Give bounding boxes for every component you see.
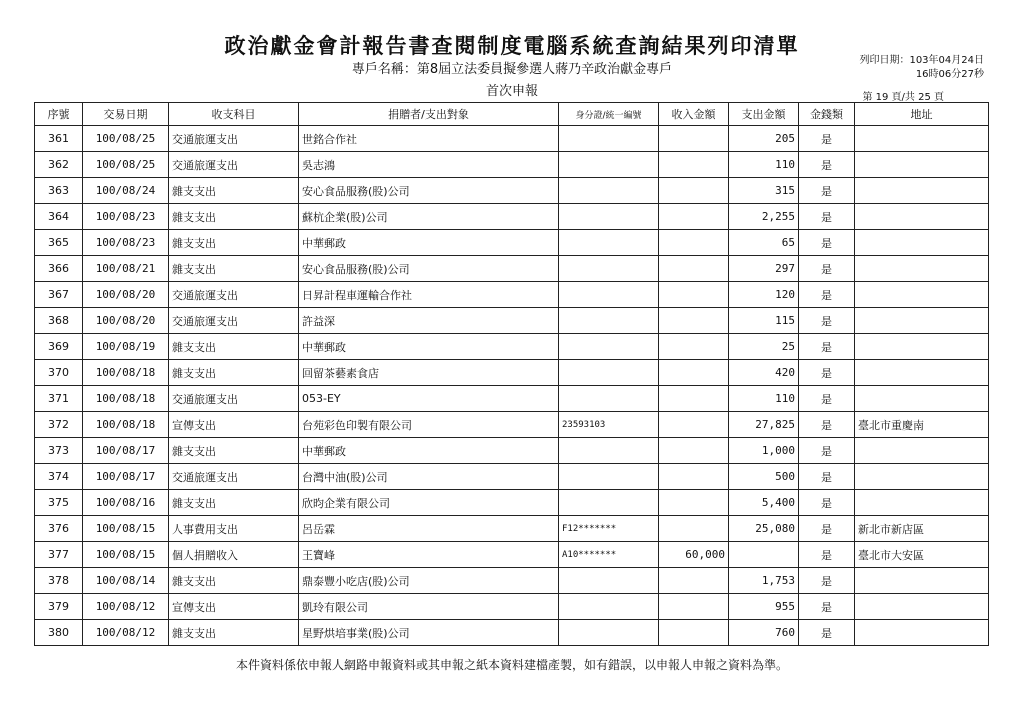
row-payee: 星野烘培事業(股)公司	[299, 620, 559, 646]
row-income	[659, 282, 729, 308]
row-category: 交通旅運支出	[169, 308, 299, 334]
row-no: 380	[35, 620, 83, 646]
row-address	[855, 594, 989, 620]
row-payee: 中華郵政	[299, 230, 559, 256]
table-row	[35, 464, 989, 490]
row-cash: 是	[799, 490, 855, 516]
row-category: 雜支支出	[169, 230, 299, 256]
row-cash: 是	[799, 360, 855, 386]
row-payee: 053-EY	[299, 386, 559, 412]
row-expense: 120	[729, 282, 799, 308]
row-date: 100/08/17	[83, 438, 169, 464]
table-header-row	[35, 103, 989, 126]
row-id	[559, 386, 659, 412]
row-date: 100/08/16	[83, 490, 169, 516]
row-cash: 是	[799, 282, 855, 308]
row-date: 100/08/21	[83, 256, 169, 282]
table-row	[35, 256, 989, 282]
table-row	[35, 620, 989, 646]
table-row	[35, 204, 989, 230]
row-address	[855, 490, 989, 516]
row-no: 372	[35, 412, 83, 438]
row-no: 363	[35, 178, 83, 204]
row-cash: 是	[799, 412, 855, 438]
row-no: 378	[35, 568, 83, 594]
row-cash: 是	[799, 542, 855, 568]
row-id	[559, 230, 659, 256]
row-address	[855, 282, 989, 308]
row-date: 100/08/18	[83, 386, 169, 412]
row-category: 交通旅運支出	[169, 464, 299, 490]
row-income	[659, 230, 729, 256]
row-address	[855, 568, 989, 594]
row-payee: 吳志鴻	[299, 152, 559, 178]
row-date: 100/08/17	[83, 464, 169, 490]
row-id	[559, 620, 659, 646]
row-cash: 是	[799, 152, 855, 178]
row-expense: 110	[729, 386, 799, 412]
row-income	[659, 568, 729, 594]
row-id	[559, 126, 659, 152]
row-no: 376	[35, 516, 83, 542]
row-date: 100/08/25	[83, 126, 169, 152]
row-id	[559, 178, 659, 204]
footer-note: 本件資料係依申報人網路申報資料或其申報之紙本資料建檔產製，如有錯誤，以申報人申報之資料為準。	[235, 658, 788, 672]
row-expense: 205	[729, 126, 799, 152]
row-income	[659, 360, 729, 386]
row-no: 379	[35, 594, 83, 620]
row-date: 100/08/14	[83, 568, 169, 594]
col-header-payee: 捐贈者/支出對象	[299, 103, 559, 126]
row-expense: 27,825	[729, 412, 799, 438]
row-date: 100/08/25	[83, 152, 169, 178]
row-date: 100/08/23	[83, 230, 169, 256]
row-category: 雜支支出	[169, 204, 299, 230]
row-id	[559, 438, 659, 464]
row-payee: 回留茶藝素食店	[299, 360, 559, 386]
row-income	[659, 490, 729, 516]
row-income	[659, 438, 729, 464]
row-income	[659, 412, 729, 438]
table-row	[35, 412, 989, 438]
row-date: 100/08/15	[83, 542, 169, 568]
row-id: F12*******	[559, 516, 659, 542]
row-no: 361	[35, 126, 83, 152]
row-id	[559, 568, 659, 594]
row-address	[855, 204, 989, 230]
table-row	[35, 334, 989, 360]
table-row	[35, 360, 989, 386]
row-address	[855, 334, 989, 360]
row-id	[559, 490, 659, 516]
row-cash: 是	[799, 256, 855, 282]
print-date: 列印日期：103年04月24日	[859, 55, 984, 66]
row-address	[855, 152, 989, 178]
row-category: 雜支支出	[169, 490, 299, 516]
col-header-id: 身分證/統一編號	[559, 103, 659, 126]
row-income: 60,000	[659, 542, 729, 568]
row-income	[659, 334, 729, 360]
row-no: 373	[35, 438, 83, 464]
row-category: 雜支支出	[169, 568, 299, 594]
row-address	[855, 464, 989, 490]
row-payee: 台苑彩色印製有限公司	[299, 412, 559, 438]
row-date: 100/08/23	[83, 204, 169, 230]
row-expense: 420	[729, 360, 799, 386]
row-no: 367	[35, 282, 83, 308]
row-id	[559, 282, 659, 308]
row-expense: 955	[729, 594, 799, 620]
row-payee: 許益深	[299, 308, 559, 334]
row-income	[659, 594, 729, 620]
row-payee: 蘇杭企業(股)公司	[299, 204, 559, 230]
row-expense: 2,255	[729, 204, 799, 230]
row-no: 375	[35, 490, 83, 516]
row-income	[659, 464, 729, 490]
ledger-table	[34, 102, 989, 646]
page-info: 第 19 頁/共 25 頁	[862, 92, 944, 103]
row-id	[559, 204, 659, 230]
row-date: 100/08/12	[83, 594, 169, 620]
table-row	[35, 516, 989, 542]
row-no: 369	[35, 334, 83, 360]
row-expense: 110	[729, 152, 799, 178]
row-income	[659, 152, 729, 178]
row-address	[855, 256, 989, 282]
row-date: 100/08/12	[83, 620, 169, 646]
row-address	[855, 308, 989, 334]
row-no: 362	[35, 152, 83, 178]
row-no: 374	[35, 464, 83, 490]
row-cash: 是	[799, 568, 855, 594]
row-payee: 世銘合作社	[299, 126, 559, 152]
col-header-no: 序號	[35, 103, 83, 126]
row-address	[855, 620, 989, 646]
row-cash: 是	[799, 230, 855, 256]
row-category: 雜支支出	[169, 438, 299, 464]
row-payee: 安心食品服務(股)公司	[299, 178, 559, 204]
row-date: 100/08/20	[83, 308, 169, 334]
row-income	[659, 178, 729, 204]
table-row	[35, 490, 989, 516]
row-expense: 5,400	[729, 490, 799, 516]
row-id	[559, 360, 659, 386]
row-expense: 65	[729, 230, 799, 256]
row-expense: 1,753	[729, 568, 799, 594]
row-address: 臺北市重慶南	[855, 412, 989, 438]
row-id	[559, 594, 659, 620]
col-header-income: 收入金額	[659, 103, 729, 126]
table-row	[35, 438, 989, 464]
row-expense: 760	[729, 620, 799, 646]
row-date: 100/08/24	[83, 178, 169, 204]
col-header-date: 交易日期	[83, 103, 169, 126]
row-income	[659, 256, 729, 282]
col-header-category: 收支科目	[169, 103, 299, 126]
row-income	[659, 204, 729, 230]
row-no: 366	[35, 256, 83, 282]
col-header-address: 地址	[855, 103, 989, 126]
row-address	[855, 360, 989, 386]
row-category: 交通旅運支出	[169, 126, 299, 152]
row-address	[855, 178, 989, 204]
row-date: 100/08/18	[83, 412, 169, 438]
table-row	[35, 152, 989, 178]
row-no: 368	[35, 308, 83, 334]
row-no: 371	[35, 386, 83, 412]
row-payee: 凱玲有限公司	[299, 594, 559, 620]
row-address: 臺北市大安區	[855, 542, 989, 568]
row-cash: 是	[799, 204, 855, 230]
row-payee: 王寶峰	[299, 542, 559, 568]
row-no: 377	[35, 542, 83, 568]
row-expense	[729, 542, 799, 568]
row-category: 交通旅運支出	[169, 152, 299, 178]
row-id: A10*******	[559, 542, 659, 568]
row-category: 人事費用支出	[169, 516, 299, 542]
row-id	[559, 256, 659, 282]
row-address	[855, 230, 989, 256]
table-row	[35, 308, 989, 334]
row-id: 23593103	[559, 412, 659, 438]
row-cash: 是	[799, 594, 855, 620]
row-id	[559, 308, 659, 334]
row-date: 100/08/18	[83, 360, 169, 386]
row-cash: 是	[799, 308, 855, 334]
row-address: 新北市新店區	[855, 516, 989, 542]
row-payee: 日昇計程車運輸合作社	[299, 282, 559, 308]
row-income	[659, 126, 729, 152]
row-expense: 1,000	[729, 438, 799, 464]
report-type: 首次申報	[485, 84, 538, 99]
row-cash: 是	[799, 178, 855, 204]
row-expense: 315	[729, 178, 799, 204]
row-category: 交通旅運支出	[169, 282, 299, 308]
row-category: 宣傳支出	[169, 594, 299, 620]
row-category: 宣傳支出	[169, 412, 299, 438]
row-payee: 中華郵政	[299, 334, 559, 360]
row-category: 雜支支出	[169, 334, 299, 360]
row-expense: 297	[729, 256, 799, 282]
row-income	[659, 308, 729, 334]
table-row	[35, 126, 989, 152]
row-cash: 是	[799, 126, 855, 152]
row-id	[559, 334, 659, 360]
table-row	[35, 594, 989, 620]
row-category: 個人捐贈收入	[169, 542, 299, 568]
row-date: 100/08/20	[83, 282, 169, 308]
col-header-expense: 支出金額	[729, 103, 799, 126]
col-header-cash: 金錢類	[799, 103, 855, 126]
table-row	[35, 386, 989, 412]
row-expense: 25,080	[729, 516, 799, 542]
row-date: 100/08/15	[83, 516, 169, 542]
row-cash: 是	[799, 464, 855, 490]
row-income	[659, 386, 729, 412]
ledger-body	[35, 126, 989, 646]
table-row	[35, 542, 989, 568]
row-cash: 是	[799, 516, 855, 542]
row-no: 370	[35, 360, 83, 386]
row-cash: 是	[799, 620, 855, 646]
row-date: 100/08/19	[83, 334, 169, 360]
table-row	[35, 568, 989, 594]
row-address	[855, 386, 989, 412]
row-expense: 25	[729, 334, 799, 360]
row-income	[659, 516, 729, 542]
row-cash: 是	[799, 386, 855, 412]
row-payee: 鼎泰豐小吃店(股)公司	[299, 568, 559, 594]
row-cash: 是	[799, 334, 855, 360]
row-category: 雜支支出	[169, 178, 299, 204]
account-name: 專戶名稱：第8屆立法委員擬參選人蔣乃辛政治獻金專戶	[351, 62, 673, 77]
row-payee: 安心食品服務(股)公司	[299, 256, 559, 282]
row-cash: 是	[799, 438, 855, 464]
row-payee: 呂岳霖	[299, 516, 559, 542]
table-row	[35, 230, 989, 256]
row-payee: 台灣中油(股)公司	[299, 464, 559, 490]
row-category: 雜支支出	[169, 360, 299, 386]
table-row	[35, 282, 989, 308]
row-no: 365	[35, 230, 83, 256]
print-meta	[859, 54, 984, 82]
row-address	[855, 438, 989, 464]
row-address	[855, 126, 989, 152]
row-category: 雜支支出	[169, 620, 299, 646]
row-payee: 欣昀企業有限公司	[299, 490, 559, 516]
row-no: 364	[35, 204, 83, 230]
row-expense: 115	[729, 308, 799, 334]
row-id	[559, 152, 659, 178]
table-row	[35, 178, 989, 204]
row-expense: 500	[729, 464, 799, 490]
row-income	[659, 620, 729, 646]
row-id	[559, 464, 659, 490]
row-payee: 中華郵政	[299, 438, 559, 464]
row-category: 交通旅運支出	[169, 386, 299, 412]
report-title: 政治獻金會計報告書查閱制度電腦系統查詢結果列印清單	[224, 34, 800, 58]
print-time: 16時06分27秒	[915, 69, 984, 80]
row-category: 雜支支出	[169, 256, 299, 282]
